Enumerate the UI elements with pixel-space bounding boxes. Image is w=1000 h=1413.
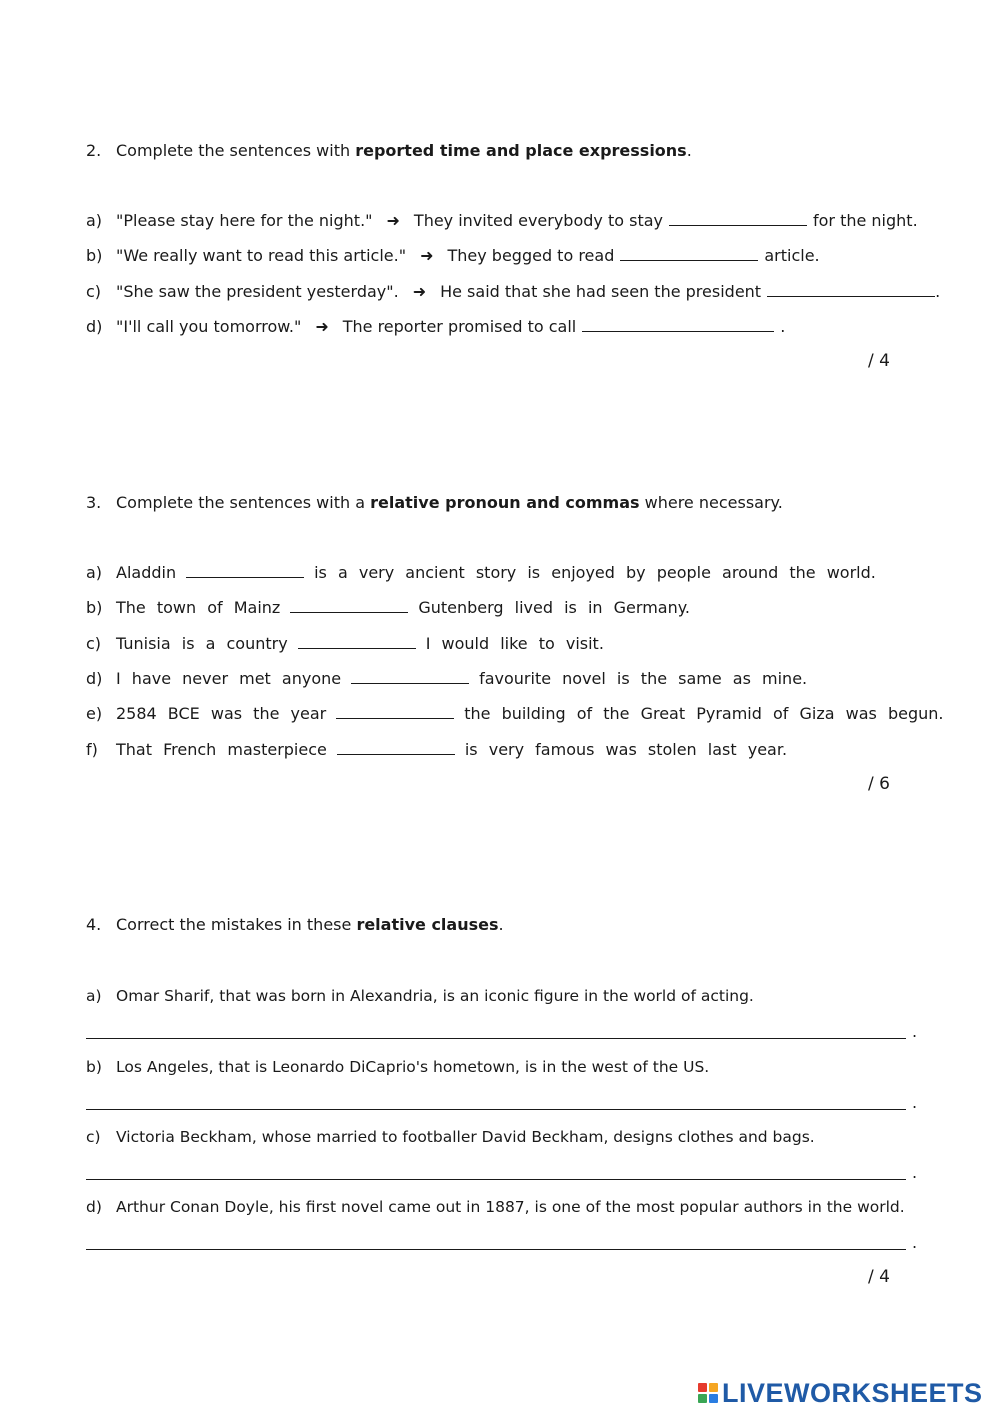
section-3-item-d: d) I have never met anyone favourite novel is the same as mine. [86,669,808,688]
arrow-icon: ➜ [420,246,434,265]
section-3-instruction: 3. Complete the sentences with a relative pronoun and commas where necessary. [86,493,783,512]
section-number: 3. [86,493,102,512]
instruction-keyword: relative pronoun and commas [370,493,640,512]
section-2-item-d: d) "I'll call you tomorrow." ➜ The reporter promised to call . [86,317,786,336]
answer-line[interactable] [86,1249,906,1250]
liveworksheets-logo[interactable] [698,1378,983,1408]
section-2-item-b: b) "We really want to read this article." ➜ They begged to read article. [86,246,820,265]
section-2-instruction: 2. Complete the sentences with reported time and place expressions. [86,141,692,160]
answer-blank[interactable] [337,740,455,755]
section-4-item-d: d) Arthur Conan Doyle, his first novel came out in 1887, is one of the most popular authors in the world. [86,1198,905,1216]
answer-blank[interactable] [186,563,304,578]
answer-blank[interactable] [336,704,454,719]
instruction-keyword: reported time and place expressions [355,141,687,160]
section-3-item-f: f) That French masterpiece is very famous was stolen last year. [86,740,788,759]
answer-blank[interactable] [298,634,416,649]
logo-text: LIVEWORKSHEETS [722,1377,983,1408]
section-number: 4. [86,915,102,934]
section-3-item-e: e) 2584 BCE was the year the building of the Great Pyramid of Giza was begun. [86,704,944,723]
section-2-item-c: c) "She saw the president yesterday". ➜ He said that she had seen the president . [86,282,941,301]
answer-blank[interactable] [669,211,807,226]
arrow-icon: ➜ [386,211,400,230]
arrow-icon: ➜ [315,317,329,336]
section-2-score: / 4 [868,351,890,371]
instruction-keyword: relative clauses [356,915,499,934]
answer-blank[interactable] [351,669,469,684]
section-3-item-b: b) The town of Mainz Gutenberg lived is in Germany. [86,598,690,617]
answer-line-end: . [912,1093,918,1112]
section-3-item-a: a) Aladdin is a very ancient story is enjoyed by people around the world. [86,563,876,582]
section-4-item-b: b) Los Angeles, that is Leonardo DiCaprio's hometown, is in the west of the US. [86,1058,710,1076]
answer-line[interactable] [86,1038,906,1039]
answer-blank[interactable] [290,598,408,613]
section-4-score: / 4 [868,1267,890,1287]
section-4-instruction: 4. Correct the mistakes in these relative clauses. [86,915,504,934]
arrow-icon: ➜ [412,282,427,301]
section-4-item-c: c) Victoria Beckham, whose married to footballer David Beckham, designs clothes and bags. [86,1128,815,1146]
answer-line[interactable] [86,1179,906,1180]
section-3-item-c: c) Tunisia is a country I would like to visit. [86,634,604,653]
answer-line-end: . [912,1022,918,1041]
answer-line[interactable] [86,1109,906,1110]
answer-blank[interactable] [582,317,774,332]
section-4-item-a: a) Omar Sharif, that was born in Alexandria, is an iconic figure in the world of acting. [86,987,754,1005]
answer-blank[interactable] [767,282,935,297]
logo-blocks-icon [698,1383,718,1403]
section-number: 2. [86,141,102,160]
section-3-score: / 6 [868,774,890,794]
answer-line-end: . [912,1163,918,1182]
answer-blank[interactable] [620,246,758,261]
section-2-item-a: a) "Please stay here for the night." ➜ They invited everybody to stay for the night. [86,211,918,230]
answer-line-end: . [912,1233,918,1252]
